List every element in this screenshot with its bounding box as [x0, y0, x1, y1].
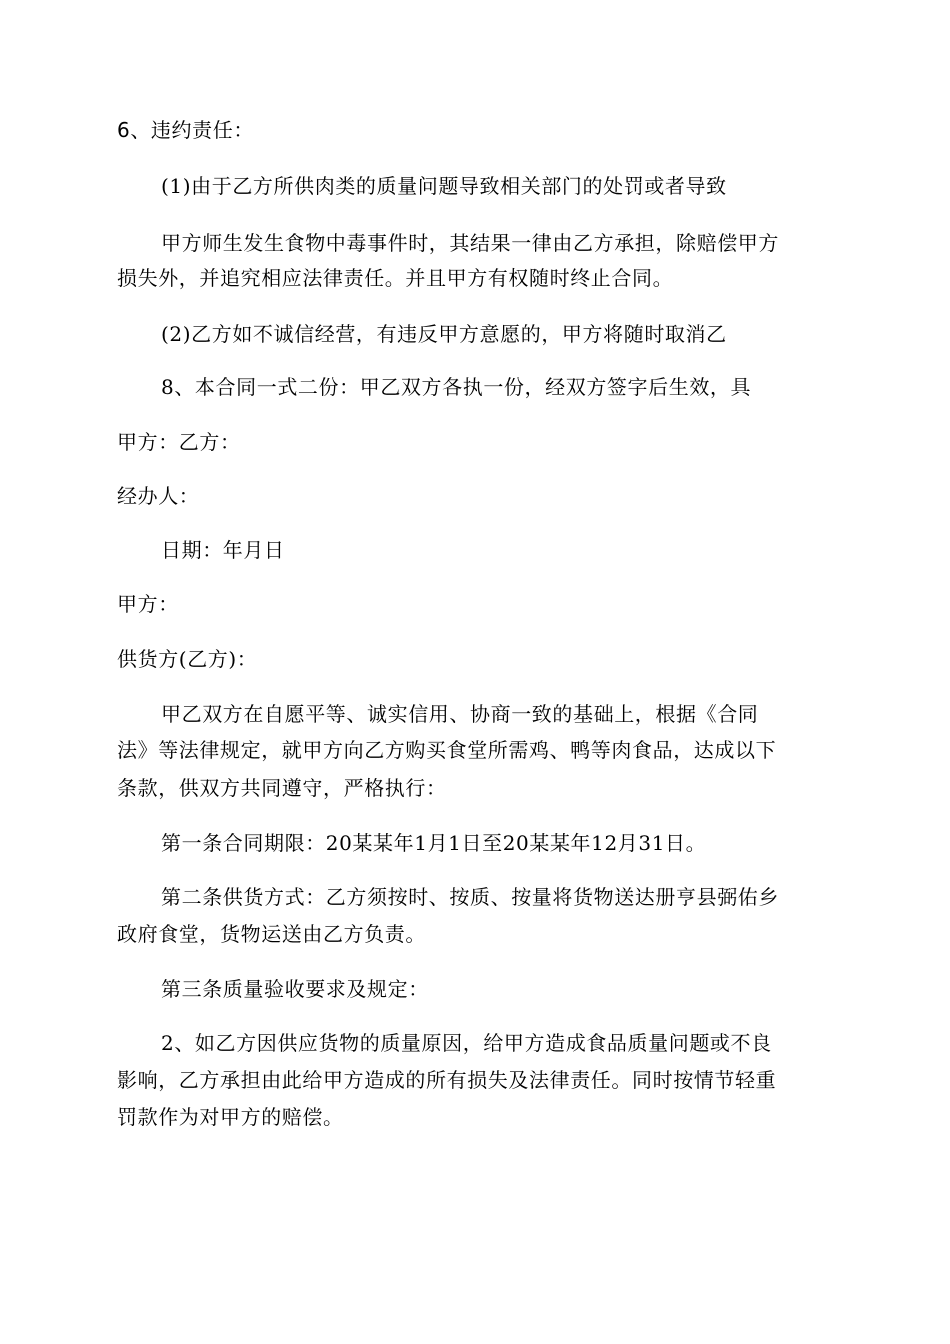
paragraph-line: 罚款作为对甲方的赔偿。 — [117, 1105, 344, 1129]
clause-delivery-line: 第二条供货方式：乙方须按时、按质、按量将货物送达册亨县弼佑乡 — [161, 885, 779, 909]
paragraph-line: 政府食堂，货物运送由乙方负责。 — [117, 922, 426, 946]
section-heading-breach: 6、违约责任： — [117, 118, 254, 142]
signature-date-line: 日期：年月日 — [161, 538, 285, 562]
paragraph-line: 影响，乙方承担由此给甲方造成的所有损失及法律责任。同时按情节轻重 — [117, 1068, 777, 1092]
paragraph-line: 法》等法律规定，就甲方向乙方购买食堂所需鸡、鸭等肉食品，达成以下 — [117, 738, 777, 762]
paragraph-line: 甲方师生发生食物中毒事件时，其结果一律由乙方承担，除赔偿甲方 — [161, 231, 779, 255]
clause-term-line: 第一条合同期限：20某某年1月1日至20某某年12月31日。 — [161, 831, 707, 855]
paragraph-line: 条款，供双方共同遵守，严格执行： — [117, 776, 447, 800]
party-a-label: 甲方： — [117, 592, 179, 616]
clause-quality-heading: 第三条质量验收要求及规定： — [161, 977, 429, 1001]
paragraph-line: 损失外，并追究相应法律责任。并且甲方有权随时终止合同。 — [117, 266, 674, 290]
paragraph-line: 2、如乙方因供应货物的质量原因，给甲方造成食品质量问题或不良 — [161, 1031, 772, 1055]
signature-party-line: 甲方：乙方： — [117, 430, 241, 454]
signature-agent-line: 经办人： — [117, 484, 200, 508]
paragraph-line: 8、本合同一式二份：甲乙双方各执一份，经双方签字后生效，具 — [161, 375, 752, 399]
paragraph-line: (1)由于乙方所供肉类的质量问题导致相关部门的处罚或者导致 — [161, 174, 727, 198]
paragraph-line: (2)乙方如不诚信经营，有违反甲方意愿的，甲方将随时取消乙 — [161, 322, 727, 346]
paragraph-line: 甲乙双方在自愿平等、诚实信用、协商一致的基础上，根据《合同 — [161, 702, 759, 726]
supplier-label: 供货方(乙方)： — [117, 647, 258, 671]
